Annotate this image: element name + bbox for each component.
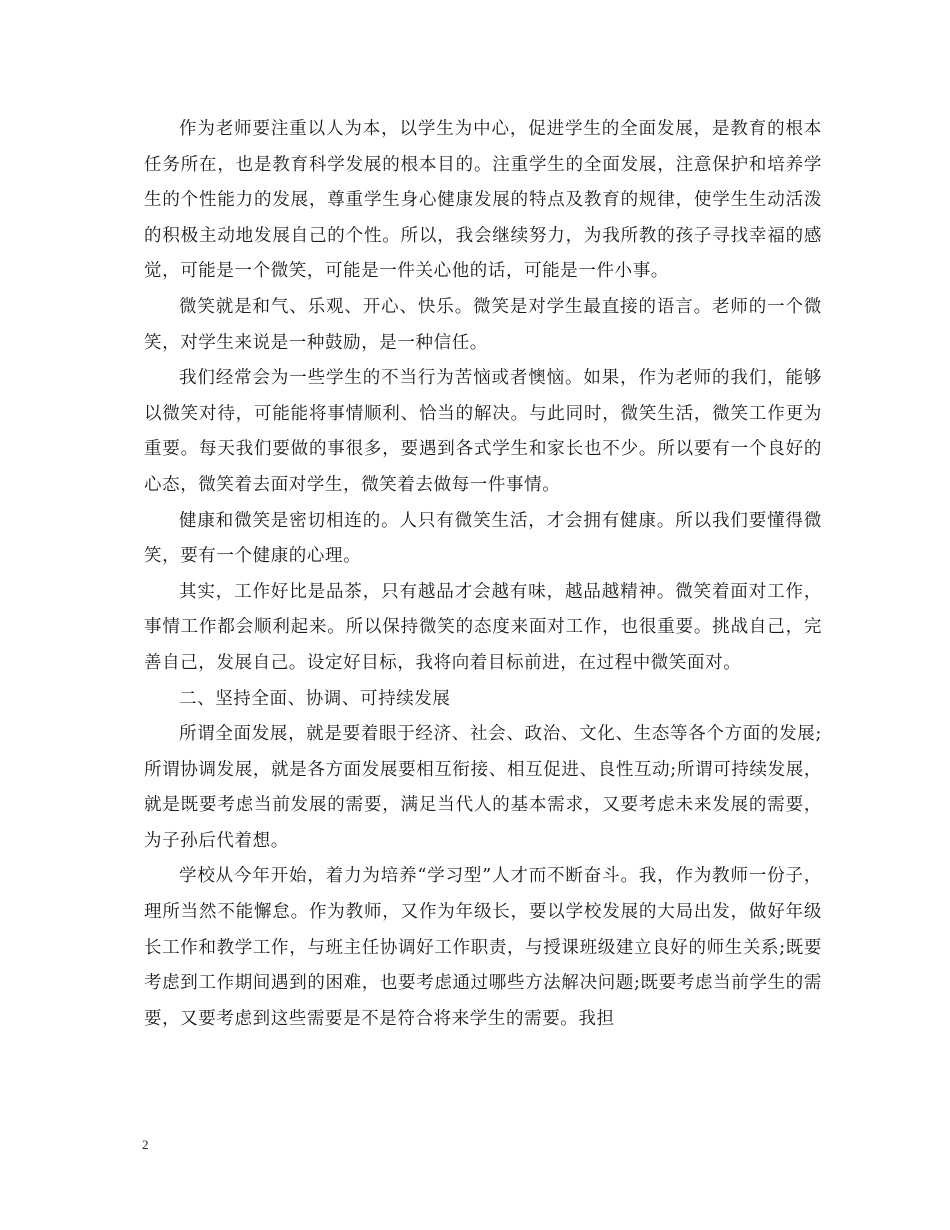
paragraph-teacher-role: 作为老师要注重以人为本，以学生为中心，促进学生的全面发展，是教育的根本任务所在，也是教育科学发展的根本目的。注重学生的全面发展，注意保护和培养学生的个性能力的发展，尊重学生身心健康发展的特点及教育的规律，使学生生动活泼的积极主动地发展自己的个性。所以，我会继续努力，为我所教的孩子寻找幸福的感觉，可能是一个微笑，可能是一件关心他的话，可能是一件小事。 bbox=[144, 119, 822, 282]
paragraph-school-learning: 学校从今年开始，着力为培养“学习型”人才而不断奋斗。我，作为教师一份子，理所当然不能懈怠。作为教师，又作为年级长，要以学校发展的大局出发，做好年级长工作和教学工作，与班主任协调好工作职责，与授课班级建立良好的师生关系;既要考虑到工作期间遇到的困难，也要考虑通过哪些方法解决问题;既要考虑当前学生的需要，又要考虑到这些需要是不是符合将来学生的需要。我担 bbox=[144, 866, 822, 1029]
paragraph-handling-problems: 我们经常会为一些学生的不当行为苦恼或者懊恼。如果，作为老师的我们，能够以微笑对待，可能能将事情顺利、恰当的解决。与此同时，微笑生活，微笑工作更为重要。每天我们要做的事很多，要遇到各式学生和家长也不少。所以要有一个良好的心态，微笑着去面对学生，微笑着去做每一件事情。 bbox=[144, 368, 822, 495]
paragraph-smile-definition: 微笑就是和气、乐观、开心、快乐。微笑是对学生最直接的语言。老师的一个微笑，对学生来说是一种鼓励，是一种信任。 bbox=[144, 296, 822, 353]
page-body bbox=[144, 112, 822, 1037]
section-heading-sustainable-development: 二、坚持全面、协调、可持续发展 bbox=[179, 688, 451, 709]
paragraph-comprehensive-development: 所谓全面发展，就是要着眼于经济、社会、政治、文化、生态等各个方面的发展;所谓协调发展，就是各方面发展要相互衔接、相互促进、良性互动;所谓可持续发展，就是既要考虑当前发展的需要，满足当代人的基本需求，又要考虑未来发展的需要，为子孙后代着想。 bbox=[144, 724, 822, 851]
paragraph-health-smile: 健康和微笑是密切相连的。人只有微笑生活，才会拥有健康。所以我们要懂得微笑，要有一个健康的心理。 bbox=[144, 510, 822, 567]
paragraph-work-tea: 其实，工作好比是品茶，只有越品才会越有味，越品越精神。微笑着面对工作，事情工作都会顺利起来。所以保持微笑的态度来面对工作，也很重要。挑战自己，完善自己，发展自己。设定好目标，我将向着目标前进，在过程中微笑面对。 bbox=[144, 581, 822, 673]
page-number: 2 bbox=[142, 1137, 149, 1152]
